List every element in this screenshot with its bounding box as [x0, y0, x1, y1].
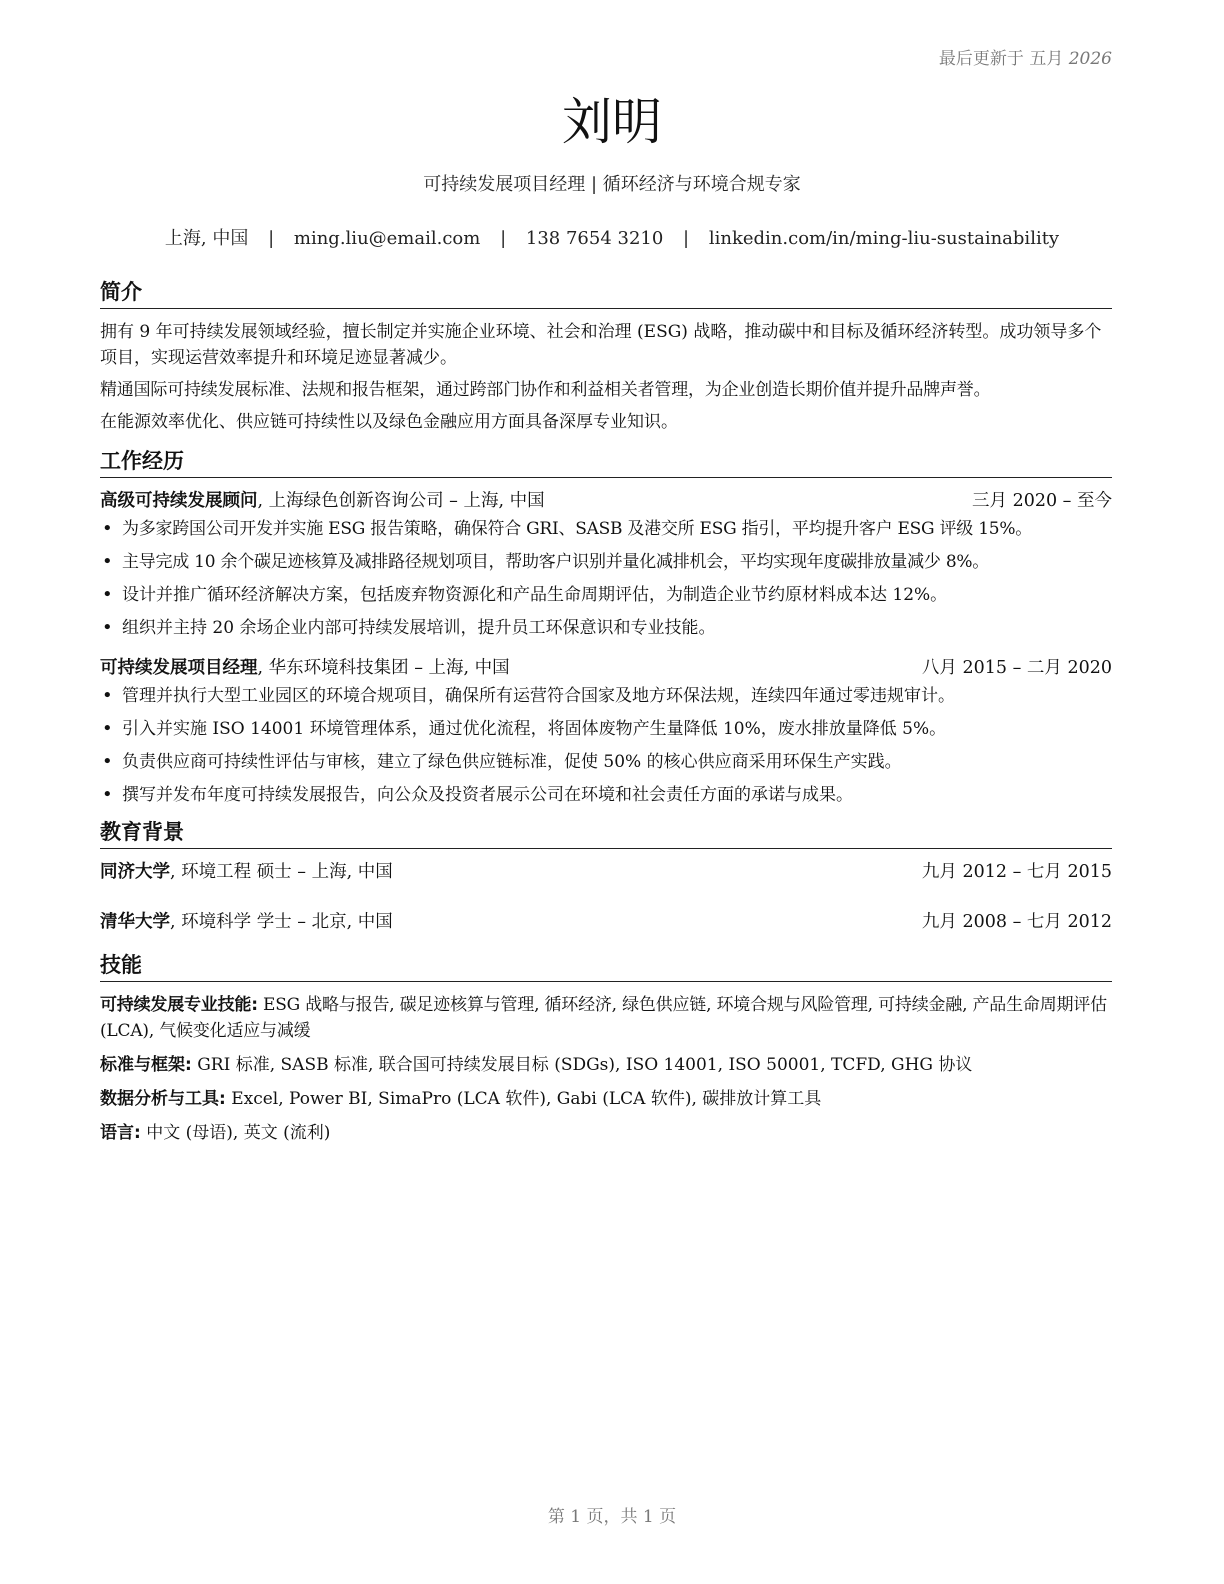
job-bullet: • 组织并主持 20 余场企业内部可持续发展培训，提升员工环保意识和专业技能。 — [100, 615, 1112, 641]
education-dates: 九月 2012 – 七月 2015 — [921, 862, 1112, 882]
job-bullet: • 主导完成 10 余个碳足迹核算及减排路径规划项目，帮助客户识别并量化减排机会，平均实现年度碳排放量减少 8%。 — [100, 549, 1112, 575]
job-org: , 上海绿色创新咨询公司 – 上海, 中国 — [257, 491, 545, 511]
job-bullet: • 撰写并发布年度可持续发展报告，向公众及投资者展示公司在环境和社会责任方面的承诺与成果。 — [100, 782, 1112, 808]
job-bullets — [100, 516, 1112, 641]
job-bullet: • 管理并执行大型工业园区的环境合规项目，确保所有运营符合国家及地方环保法规，连续四年通过零违规审计。 — [100, 683, 1112, 709]
last-updated-label: 最后更新于 五月 — [938, 49, 1064, 69]
contact-location: 上海, 中国 — [164, 228, 249, 249]
summary-section — [100, 276, 1112, 435]
resume-content — [100, 276, 1112, 1154]
education-dates: 九月 2008 – 七月 2012 — [921, 912, 1112, 932]
job-bullet: • 引入并实施 ISO 14001 环境管理体系，通过优化流程，将固体废物产生量降低 10%，废水排放量降低 5%。 — [100, 716, 1112, 742]
contact-linkedin[interactable]: linkedin.com/in/ming-liu-sustainability — [708, 228, 1060, 249]
job-bullet: • 为多家跨国公司开发并实施 ESG 报告策略，确保符合 GRI、SASB 及港交所 ESG 指引，平均提升客户 ESG 评级 15%。 — [100, 516, 1112, 542]
contact-separator: | — [268, 228, 275, 249]
last-updated — [939, 44, 1112, 69]
education-section — [100, 816, 1112, 935]
job-dates: 八月 2015 – 二月 2020 — [921, 658, 1112, 678]
skill-item — [100, 992, 1112, 1044]
education-detail: , 环境工程 硕士 – 上海, 中国 — [170, 862, 393, 882]
experience-heading: 工作经历 — [100, 445, 1112, 478]
skill-label: 数据分析与工具: — [100, 1089, 226, 1109]
skills-section — [100, 949, 1112, 1146]
skill-item — [100, 1052, 1112, 1078]
contact-phone: 138 7654 3210 — [525, 228, 664, 249]
job-entry — [100, 655, 1112, 808]
summary-heading: 简介 — [100, 276, 1112, 309]
skill-label: 语言: — [100, 1123, 141, 1143]
education-detail: , 环境科学 学士 – 北京, 中国 — [170, 912, 393, 932]
summary-paragraph: 拥有 9 年可持续发展领域经验，擅长制定并实施企业环境、社会和治理 (ESG) 战略，推动碳中和目标及循环经济转型。成功领导多个项目，实现运营效率提升和环境足迹显著减少。 — [100, 322, 1102, 368]
summary-paragraph: 在能源效率优化、供应链可持续性以及绿色金融应用方面具备深厚专业知识。 — [100, 412, 678, 432]
candidate-title: 可持续发展项目经理 | 循环经济与环境合规专家 — [423, 174, 801, 195]
skills-heading: 技能 — [100, 949, 1112, 982]
skill-item — [100, 1120, 1112, 1146]
job-header — [100, 655, 1112, 681]
last-updated-year: 2026 — [1068, 49, 1112, 69]
contact-separator: | — [500, 228, 507, 249]
education-item — [100, 909, 1112, 935]
education-school: 同济大学 — [100, 862, 170, 882]
skill-value: GRI 标准, SASB 标准, 联合国可持续发展目标 (SDGs), ISO 14001, ISO 50001, TCFD, GHG 协议 — [191, 1055, 973, 1075]
job-org: , 华东环境科技集团 – 上海, 中国 — [257, 658, 510, 678]
contact-line — [0, 224, 1224, 250]
job-role: 可持续发展项目经理 — [100, 658, 258, 678]
skill-value: 中文 (母语), 英文 (流利) — [140, 1123, 331, 1143]
job-header — [100, 488, 1112, 514]
skill-label: 标准与框架: — [100, 1055, 192, 1075]
skill-value: ESG 战略与报告, 碳足迹核算与管理, 循环经济, 绿色供应链, 环境合规与风险管理, 可持续金融, 产品生命周期评估 (LCA), 气候变化适应与减缓 — [100, 995, 1107, 1041]
education-heading: 教育背景 — [100, 816, 1112, 849]
job-dates: 三月 2020 – 至今 — [972, 491, 1112, 511]
skill-item — [100, 1086, 1112, 1112]
job-bullet: • 设计并推广循环经济解决方案，包括废弃物资源化和产品生命周期评估，为制造企业节约原材料成本达 12%。 — [100, 582, 1112, 608]
contact-email[interactable]: ming.liu@email.com — [293, 228, 481, 249]
education-school: 清华大学 — [100, 912, 170, 932]
contact-separator: | — [683, 228, 690, 249]
skill-label: 可持续发展专业技能: — [100, 995, 258, 1015]
skill-value: Excel, Power BI, SimaPro (LCA 软件), Gabi (LCA 软件), 碳排放计算工具 — [225, 1089, 822, 1109]
job-bullet: • 负责供应商可持续性评估与审核，建立了绿色供应链标准，促使 50% 的核心供应商采用环保生产实践。 — [100, 749, 1112, 775]
candidate-name: 刘明 — [562, 93, 662, 151]
education-item — [100, 859, 1112, 885]
experience-section — [100, 445, 1112, 808]
job-bullets — [100, 683, 1112, 808]
job-role: 高级可持续发展顾问 — [100, 491, 258, 511]
page-number: 第 1 页，共 1 页 — [547, 1507, 677, 1527]
job-entry — [100, 488, 1112, 641]
summary-paragraph: 精通国际可持续发展标准、法规和报告框架，通过跨部门协作和利益相关者管理，为企业创造长期价值并提升品牌声誉。 — [100, 380, 991, 400]
